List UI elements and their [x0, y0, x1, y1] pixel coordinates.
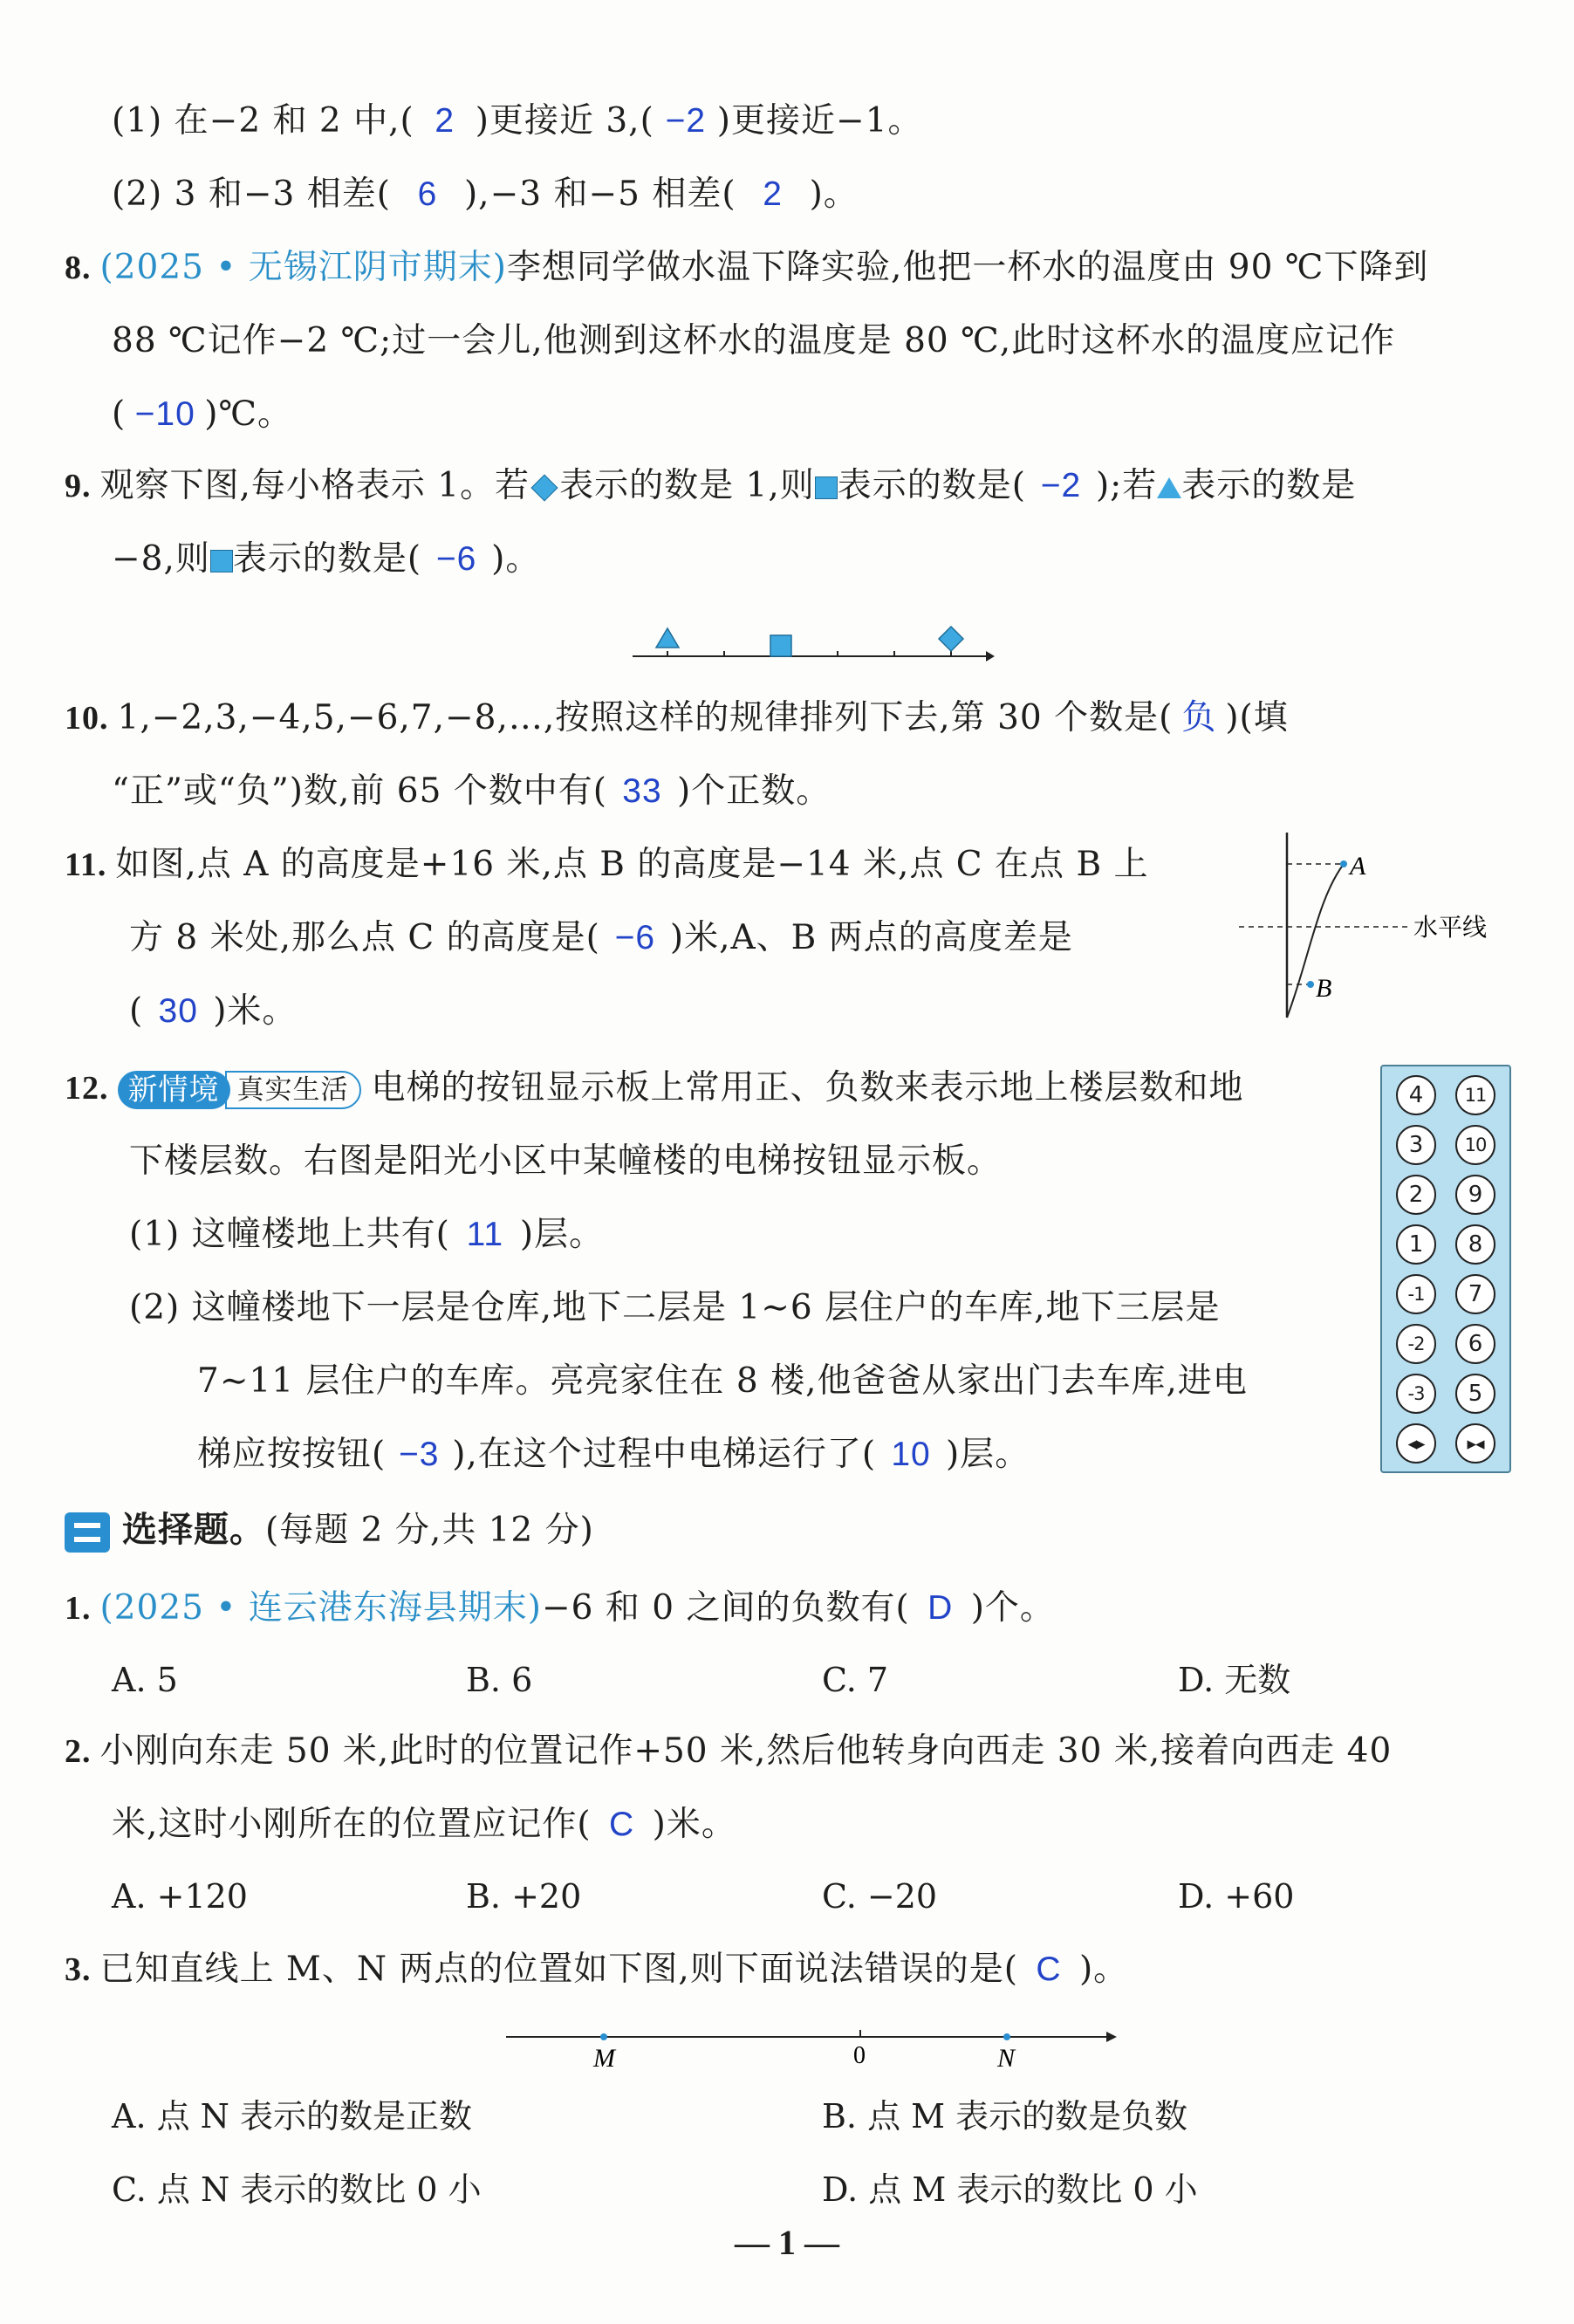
q12-sub2-line1 — [129, 1285, 1221, 1332]
q12-number: 12. — [65, 1070, 109, 1107]
q11-answer2: 30 — [158, 992, 198, 1030]
q12-line1 — [65, 1065, 1244, 1112]
elevator-button: -2 — [1396, 1324, 1436, 1364]
q10-answer2: 33 — [622, 772, 662, 810]
point-a — [1340, 860, 1347, 867]
q9-text2: 表示的数是 1,则 — [559, 466, 815, 505]
q11-text-line3-post: )米。 — [213, 991, 298, 1031]
q9-text6: −8,则 — [112, 539, 210, 579]
q8-text-line3-pre: ( — [112, 394, 127, 434]
tag-real-life: 真实生活 — [225, 1071, 361, 1109]
elevator-button: 7 — [1455, 1274, 1495, 1314]
c2-line2 — [112, 1801, 736, 1848]
q10-answer1: 负 — [1181, 699, 1217, 737]
q9-line2 — [112, 536, 540, 583]
q9-text1: 观察下图,每小格表示 1。若 — [99, 466, 530, 505]
q12-sub2-text-line1: (2) 这幢楼地下一层是仓库,地下二层是 1∼6 层住户的车库,地下三层是 — [129, 1288, 1221, 1327]
q12-text-line2: 下楼层数。右图是阳光小区中某幢楼的电梯按钮显示板。 — [129, 1141, 1003, 1181]
q11-text-line3-pre: ( — [129, 991, 144, 1031]
elevator-button: 10 — [1455, 1125, 1495, 1165]
q8-text-line2: 88 ℃记作−2 ℃;过一会儿,他测到这杯水的温度是 80 ℃,此时这杯水的温度应记作 — [112, 321, 1396, 360]
q9-text7: 表示的数是( — [232, 539, 422, 579]
q12-line2 — [129, 1138, 1002, 1185]
q12-sub2-text-line3-post: )层。 — [946, 1435, 1030, 1474]
c1-text: −6 和 0 之间的负数有( — [541, 1588, 910, 1628]
section-2-badge-icon — [65, 1512, 110, 1553]
q8-line1 — [65, 244, 1428, 291]
q9-number-line — [628, 602, 995, 663]
q7-sub1-text: (1) 在−2 和 2 中,( — [112, 101, 414, 141]
c3-option-c: C. 点 N 表示的数比 0 小 — [112, 2170, 482, 2209]
q7-sub2-text-post: )。 — [809, 175, 859, 214]
c3-option-a: A. 点 N 表示的数是正数 — [112, 2097, 473, 2135]
c1-line — [65, 1585, 1055, 1632]
q12-sub1-text: (1) 这幢楼地上共有( — [129, 1215, 450, 1254]
q9-text5: 表示的数是 — [1181, 466, 1357, 505]
q8-text-line3-post: )℃。 — [204, 394, 293, 434]
label-a: A — [1350, 852, 1366, 881]
triangle-marker — [656, 628, 679, 648]
q10-text-line2-post: )个正数。 — [677, 771, 831, 811]
q12-sub2-answer1: −3 — [398, 1436, 440, 1473]
q12-sub2-line3 — [197, 1431, 1030, 1478]
c2-option-a: A. +120 — [112, 1877, 248, 1916]
c1-answer: D — [927, 1589, 954, 1627]
q9-text8: )。 — [491, 539, 541, 579]
c1-option-d: D. 无数 — [1178, 1661, 1291, 1699]
q12-sub1-answer: 11 — [466, 1216, 504, 1253]
c3-line — [65, 1946, 1128, 1993]
section-2-header — [65, 1506, 594, 1554]
c1-option-b: B. 6 — [466, 1661, 533, 1699]
c2-text-line2-post: )米。 — [652, 1805, 736, 1844]
c3-text-post: )。 — [1078, 1950, 1129, 1989]
q10-text-line1-post: )(填 — [1225, 698, 1289, 737]
q12-sub2-text-line2: 7∼11 层住户的车库。亮亮家住在 8 楼,他爸爸从家出门去车库,进电 — [197, 1361, 1248, 1401]
q8-line3 — [112, 391, 292, 438]
c2-number: 2. — [65, 1733, 92, 1770]
q8-source: (2025 • 无锡江阴市期末) — [99, 248, 507, 287]
page-number: — 1 — — [735, 2223, 839, 2262]
elevator-button: 6 — [1455, 1324, 1495, 1364]
c3-text: 已知直线上 M、N 两点的位置如下图,则下面说法错误的是( — [99, 1950, 1018, 1989]
diamond-icon — [531, 474, 558, 501]
q7-sub1-text-mid: )更接近 3,( — [475, 101, 654, 141]
c3-number-line — [506, 2025, 1117, 2077]
c1-option-a: A. 5 — [112, 1661, 178, 1699]
c3-option-d: D. 点 M 表示的数比 0 小 — [822, 2170, 1198, 2209]
elevator-button: 8 — [1455, 1224, 1495, 1265]
elevator-button: 3 — [1396, 1125, 1436, 1165]
elevator-button: -1 — [1396, 1274, 1436, 1314]
q7-sub2-text: (2) 3 和−3 相差( — [112, 175, 391, 214]
elevator-button: -3 — [1396, 1374, 1436, 1414]
c2-text-line2: 米,这时小刚所在的位置应记作( — [112, 1805, 592, 1844]
elevator-button: 1 — [1396, 1224, 1436, 1265]
label-horizontal-line: 水平线 — [1413, 913, 1488, 942]
q12-sub1 — [129, 1211, 604, 1258]
q7-sub1-text-post: )更接近−1。 — [716, 101, 923, 141]
axis-arrow — [1106, 2032, 1117, 2042]
q9-number: 9. — [65, 468, 92, 504]
c2-option-c: C. −20 — [822, 1877, 938, 1916]
q10-number: 10. — [65, 700, 109, 737]
c2-answer: C — [609, 1806, 635, 1843]
q7-sub2-text-mid: ),−3 和−5 相差( — [463, 175, 736, 214]
q11-text-line2: 方 8 米处,那么点 C 的高度是( — [129, 918, 600, 957]
c3-option-b: B. 点 M 表示的数是负数 — [822, 2097, 1188, 2135]
q7-sub1 — [112, 98, 923, 145]
tag-new-scenario: 新情境 — [118, 1071, 230, 1109]
q7-sub2-answer2: 2 — [763, 175, 783, 213]
c2-text-line1: 小刚向东走 50 米,此时的位置记作+50 米,然后他转身向西走 30 米,接着向西走 40 — [99, 1731, 1393, 1771]
q11-number: 11. — [65, 847, 107, 883]
q11-text-line1: 如图,点 A 的高度是+16 米,点 B 的高度是−14 米,点 C 在点 B 上 — [115, 845, 1149, 884]
label-n: N — [997, 2044, 1016, 2073]
q9-line1 — [65, 463, 1356, 510]
q12-sub2-line2 — [197, 1358, 1248, 1405]
q10-text-line1: 1,−2,3,−4,5,−6,7,−8,…,按照这样的规律排列下去,第 30 个数是( — [117, 698, 1174, 737]
q12-sub2-answer2: 10 — [891, 1436, 931, 1473]
elevator-button: 11 — [1455, 1075, 1495, 1115]
section-2-note: (每题 2 分,共 12 分) — [265, 1511, 594, 1550]
label-m: M — [593, 2044, 615, 2073]
q11-answer1: −6 — [614, 919, 656, 956]
door-close-icon: ▸◂ — [1455, 1423, 1495, 1464]
q7-sub2 — [112, 171, 859, 218]
elevator-button: 9 — [1455, 1175, 1495, 1215]
q8-text-line1: 李想同学做水温下降实验,他把一杯水的温度由 90 ℃下降到 — [506, 248, 1429, 287]
c1-number: 1. — [65, 1590, 92, 1627]
c2-option-d: D. +60 — [1178, 1877, 1295, 1916]
q12-sub2-text-line3-mid: ),在这个过程中电梯运行了( — [452, 1435, 877, 1474]
q10-text-line2: “正”或“负”)数,前 65 个数中有( — [112, 771, 607, 811]
section-2-title: 选择题。 — [122, 1510, 265, 1550]
q10-line2 — [112, 768, 831, 815]
c3-number: 3. — [65, 1951, 92, 1988]
q9-text4: );若 — [1095, 466, 1158, 505]
c1-option-c: C. 7 — [822, 1661, 889, 1699]
triangle-icon — [1157, 477, 1181, 498]
q11-line3 — [129, 988, 297, 1035]
c2-line1 — [65, 1728, 1392, 1775]
q9-answer2: −6 — [435, 540, 477, 578]
q12-sub2-text-line3: 梯应按按钮( — [197, 1435, 387, 1474]
c2-option-b: B. +20 — [466, 1877, 582, 1916]
q11-height-figure — [1239, 829, 1518, 1021]
label-b: B — [1316, 974, 1332, 1003]
point-b — [1307, 981, 1314, 988]
q8-number: 8. — [65, 250, 92, 286]
q7-sub1-answer2: −2 — [665, 102, 707, 140]
square-icon — [210, 550, 233, 572]
square-marker — [770, 635, 791, 656]
q11-text-line2-post: )米,A、B 两点的高度差是 — [669, 918, 1073, 957]
c1-source: (2025 • 连云港东海县期末) — [99, 1588, 542, 1628]
q7-sub1-answer1: 2 — [435, 102, 455, 140]
q12-text-line1: 电梯的按钮显示板上常用正、负数来表示地上楼层数和地 — [371, 1068, 1244, 1107]
label-zero: 0 — [853, 2042, 866, 2069]
door-open-icon: ◂▸ — [1396, 1423, 1436, 1464]
c3-answer: C — [1036, 1950, 1062, 1988]
q7-sub2-answer1: 6 — [417, 175, 438, 213]
elevator-button: 2 — [1396, 1175, 1436, 1215]
elevator-button: 5 — [1455, 1374, 1495, 1414]
point-n — [1003, 2033, 1010, 2040]
q12-sub1-text-post: )层。 — [519, 1215, 605, 1254]
q9-text3: 表示的数是( — [837, 466, 1026, 505]
diamond-marker — [939, 627, 963, 651]
q11-line2 — [129, 915, 1073, 962]
elevator-button-panel — [1380, 1065, 1511, 1473]
point-m — [600, 2033, 607, 2040]
q9-answer1: −2 — [1040, 467, 1082, 504]
c1-text-post: )个。 — [970, 1588, 1055, 1628]
elevator-button: 4 — [1396, 1075, 1436, 1115]
q10-line1 — [65, 695, 1289, 742]
q8-line2 — [112, 318, 1395, 365]
q8-answer: −10 — [134, 395, 195, 433]
axis-arrow — [986, 651, 995, 662]
q11-line1 — [65, 841, 1149, 888]
square-icon — [815, 476, 838, 499]
